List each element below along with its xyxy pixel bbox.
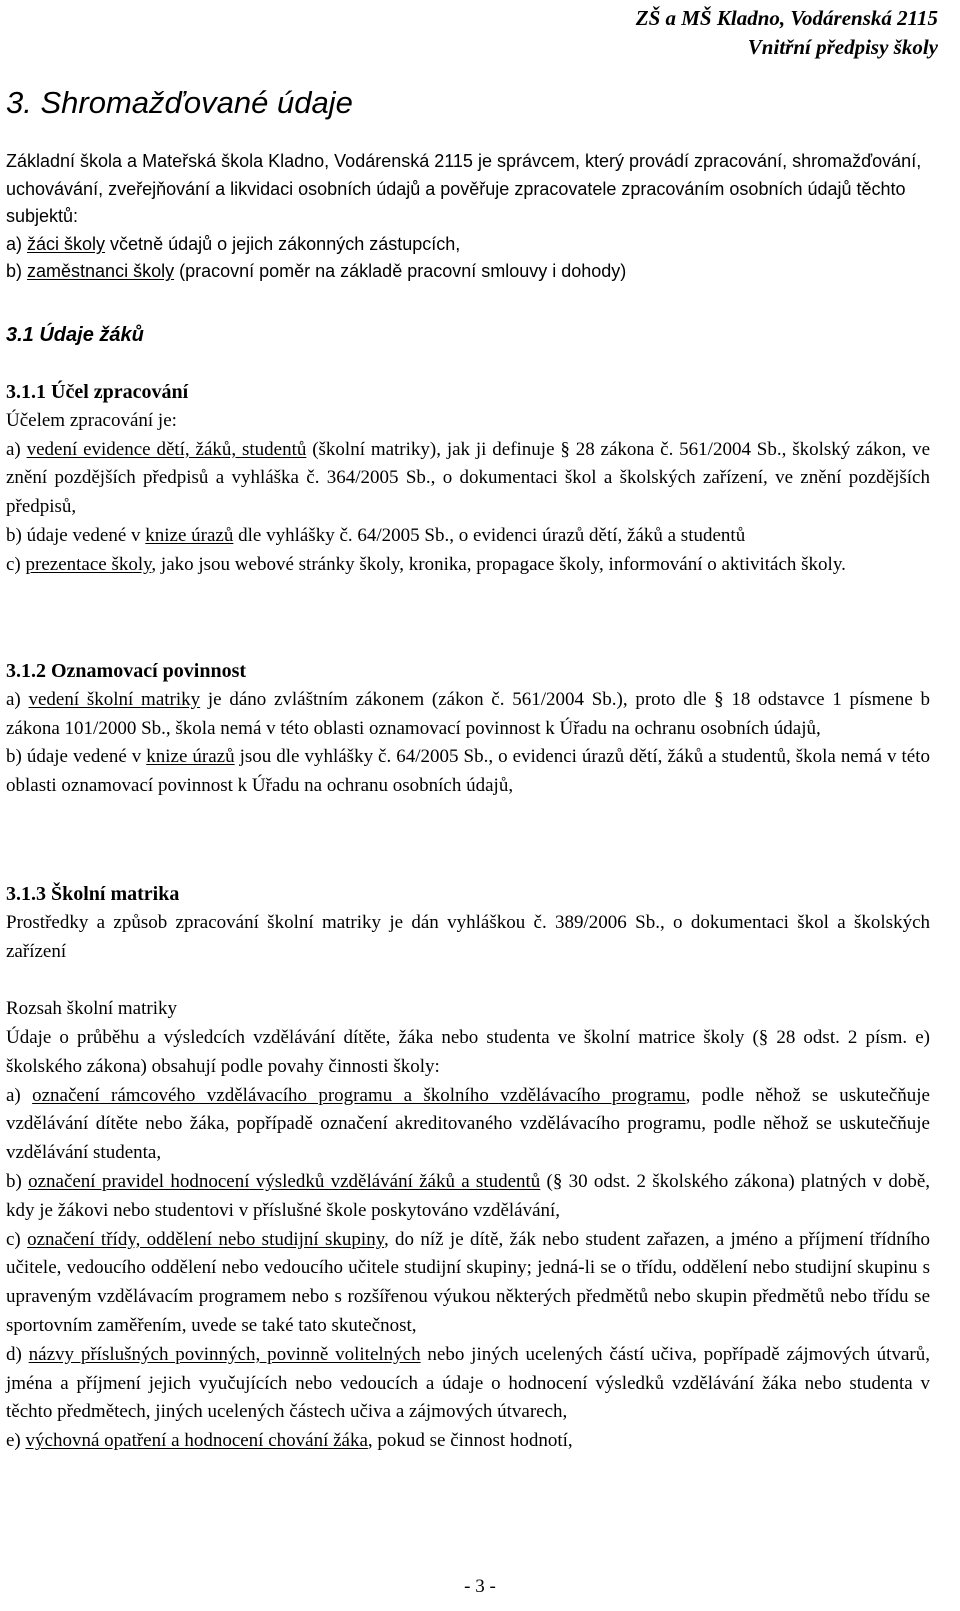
heading-3-1-1: 3.1.1 Účel zpracování <box>6 381 189 403</box>
scope-item-b: b) označení pravidel hodnocení výsledků vzdělávání žáků a studentů (§ 30 odst. 2 školského zákona) platných v době, kdy je žákovi nebo studentovi v příslušné škole poskytováno vzdělávání, <box>6 1170 930 1221</box>
intro-paragraph: Základní škola a Mateřská škola Kladno, Vodárenská 2115 je správcem, který provádí zpracování, shromažďování, uchovávání, zveřejňování a likvidaci osobních údajů a pověřuje zpracovatele zpracováním osobních údajů těchto subjektů: <box>6 151 922 226</box>
header-school-name: ZŠ a MŠ Kladno, Vodárenská 2115 <box>635 6 938 30</box>
header-document-name: Vnitřní předpisy školy <box>747 35 938 59</box>
scope-heading: Rozsah školní matriky <box>6 998 177 1020</box>
subject-item-a: a) žáci školy včetně údajů o jejich zákonných zástupcích, <box>6 233 461 254</box>
running-header <box>636 4 938 62</box>
notification-item-b: b) údaje vedené v knize úrazů jsou dle vyhlášky č. 64/2005 Sb., o evidenci úrazů dětí, žáků a studentů, škola nemá v této oblasti oznamovací povinnost k Úřadu na ochranu osobních údajů, <box>6 746 930 797</box>
subject-item-b: b) zaměstnanci školy (pracovní poměr na základě pracovní smlouvy i dohody) <box>6 261 627 281</box>
purpose-item-b: b) údaje vedené v knize úrazů dle vyhlášky č. 64/2005 Sb., o evidenci úrazů dětí, žáků a studentů <box>6 524 746 546</box>
section-3-1-2 <box>6 657 930 801</box>
heading-3-1-3: 3.1.3 Školní matrika <box>6 883 180 905</box>
scope-intro: Údaje o průběhu a výsledcích vzdělávání dítěte, žáka nebo studenta ve školní matrice školy (§ 28 odst. 2 písm. e) školského zákona) obsahují podle povahy činnosti školy: <box>6 1026 930 1077</box>
scope-item-c: c) označení třídy, oddělení nebo studijní skupiny, do níž je dítě, žák nebo student zařazen, a jméno a příjmení třídního učitele, vedoucího oddělení nebo vedoucího učitele studijní skupiny; jedná-li se o třídu, oddělení nebo studijní skupinu s upraveným vzdělávacím programem nebo s rozšířenou výukou některých předmětů nebo skupin předmětů nebo třídu se sportovním zaměřením, uvede se také tato skutečnost, <box>6 1228 930 1336</box>
heading-3-1-2: 3.1.2 Oznamovací povinnost <box>6 660 247 682</box>
section-title: 3. Shromažďované údaje <box>6 85 353 120</box>
page-number: - 3 - <box>464 1576 496 1597</box>
scope-item-d: d) názvy příslušných povinných, povinně volitelných nebo jiných ucelených částí učiva, popřípadě zájmových útvarů, jména a příjmení jejich vyučujících nebo vedoucích a údaje o hodnocení výsledků vzdělávání žáka nebo studenta v těchto předmětech, jiných ucelených částech učiva a zájmových útvarech, <box>6 1343 930 1423</box>
employees-link: zaměstnanci školy <box>27 261 175 281</box>
subsection-title: 3.1 Údaje žáků <box>6 324 144 346</box>
purpose-item-c: c) prezentace školy, jako jsou webové stránky školy, kronika, propagace školy, informování o aktivitách školy. <box>6 553 846 575</box>
scope-item-a: a) označení rámcového vzdělávacího programu a školního vzdělávacího programu, podle něhož se uskutečňuje vzdělávání dítěte nebo žáka, popřípadě označení akreditovaného vzdělávacího programu, podle něhož se uskutečňuje vzdělávání studenta, <box>6 1084 930 1164</box>
register-means: Prostředky a způsob zpracování školní matriky je dán vyhláškou č. 389/2006 Sb., o dokumentaci škol a školských zařízení <box>6 911 930 962</box>
scope-item-e: e) výchovná opatření a hodnocení chování žáka, pokud se činnost hodnotí, <box>6 1430 573 1452</box>
purpose-item-a: a) vedení evidence dětí, žáků, studentů (školní matriky), jak ji definuje § 28 zákona č. 561/2004 Sb., školský zákon, ve znění pozdějších předpisů a vyhláška č. 364/2005 Sb., o dokumentaci škol a školských zařízení, ve znění pozdějších předpisů, <box>6 438 930 518</box>
purpose-intro: Účelem zpracování je: <box>6 409 177 431</box>
notification-item-a: a) vedení školní matriky je dáno zvláštním zákonem (zákon č. 561/2004 Sb.), proto dle § 18 odstavce 1 písmene b zákona 101/2000 Sb., škola nemá v této oblasti oznamovací povinnost k Úřadu na ochranu osobních údajů, <box>6 688 931 739</box>
section-intro <box>6 148 930 286</box>
section-3-1-3 <box>6 880 930 1456</box>
pupils-link: žáci školy <box>27 233 106 254</box>
section-3-1-1 <box>6 378 930 580</box>
